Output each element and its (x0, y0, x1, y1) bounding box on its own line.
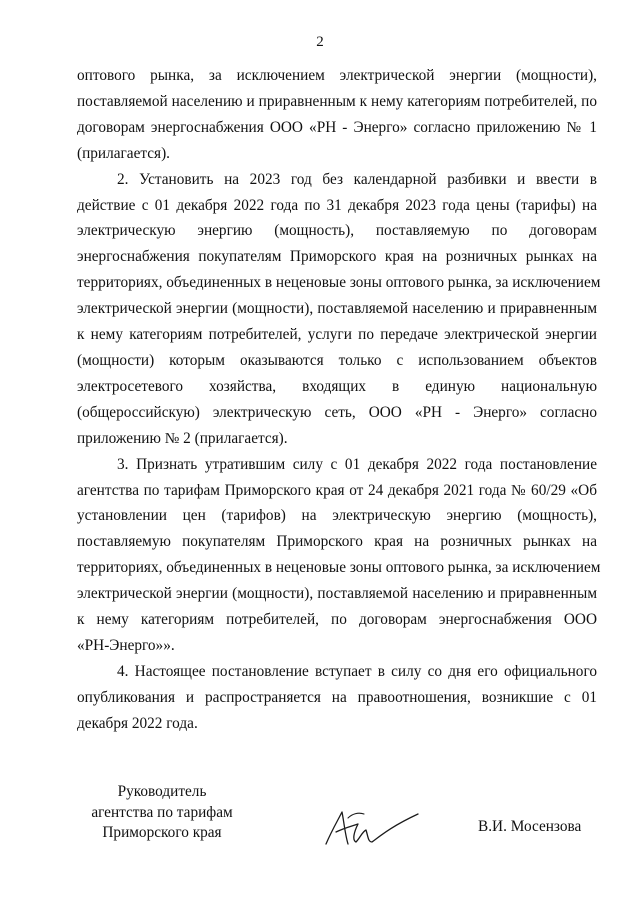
paragraph-3-start: 3. Признать утратившим силу с 01 декабря 2022 года постановление (117, 455, 597, 473)
handwritten-signature (318, 802, 428, 852)
text-line: опубликования и распространяется на правоотношения, возникшие с 01 (77, 688, 597, 706)
text-line: поставляемую покупателям Приморского края на розничных рынках на (77, 533, 597, 551)
text-line: (прилагается). (77, 144, 171, 162)
text-line: приложению № 2 (прилагается). (77, 429, 288, 447)
text-line: к нему категориям потребителей, по договорам энергоснабжения ООО (77, 611, 597, 629)
signatory-name: В.И. Мосензова (478, 818, 582, 835)
page-number: 2 (316, 34, 324, 50)
text-line: электрической энергии (мощности), поставляемой населению и приравненным (77, 585, 597, 603)
text-line: электрической энергии (мощности), поставляемой населению и приравненным (77, 300, 597, 318)
text-line: декабря 2022 года. (77, 714, 198, 732)
signature-block (0, 782, 640, 862)
signatory-title-line: Руководитель (117, 783, 207, 800)
paragraph-2-start: 2. Установить на 2023 год без календарной разбивки и ввести в (117, 170, 597, 188)
text-line: «РН-Энерго»». (77, 636, 175, 654)
text-line: оптового рынка, за исключением электрической энергии (мощности), (77, 67, 597, 84)
text-line: (мощности) которым оказываются только с использованием объектов (77, 351, 597, 369)
text-line: установлении цен (тарифов) на электрическую энергию (мощность), (77, 507, 597, 525)
text-line: договорам энергоснабжения ООО «РН - Энерго» согласно приложению № 1 (77, 118, 597, 136)
text-line: к нему категориям потребителей, услуги по передаче электрической энергии (77, 326, 597, 344)
text-line: электрическую энергию (мощность), поставляемую по договорам (77, 222, 597, 240)
text-line: агентства по тарифам Приморского края от 24 декабря 2021 года № 60/29 «Об (77, 481, 597, 499)
text-line: территориях, объединенных в неценовые зоны оптового рынка, за исключением (77, 559, 601, 577)
text-line: (общероссийскую) электрическую сеть, ООО «РН - Энерго» согласно (77, 403, 597, 421)
text-line: поставляемой населению и приравненным к нему категориям потребителей, по (77, 92, 597, 110)
text-line: энергоснабжения покупателям Приморского края на розничных рынках на (77, 248, 597, 266)
signatory-title-line: Приморского края (102, 824, 222, 841)
document-body (77, 63, 601, 737)
text-line: действие с 01 декабря 2022 года по 31 декабря 2023 года цены (тарифы) на (77, 196, 597, 214)
signatory-title (77, 782, 247, 844)
text-line: территориях, объединенных в неценовые зоны оптового рынка, за исключением (77, 274, 601, 292)
text-line: электросетевого хозяйства, входящих в единую национальную (77, 377, 597, 395)
paragraph-4-start: 4. Настоящее постановление вступает в силу со дня его официального (117, 662, 597, 680)
signatory-title-line: агентства по тарифам (91, 803, 233, 821)
